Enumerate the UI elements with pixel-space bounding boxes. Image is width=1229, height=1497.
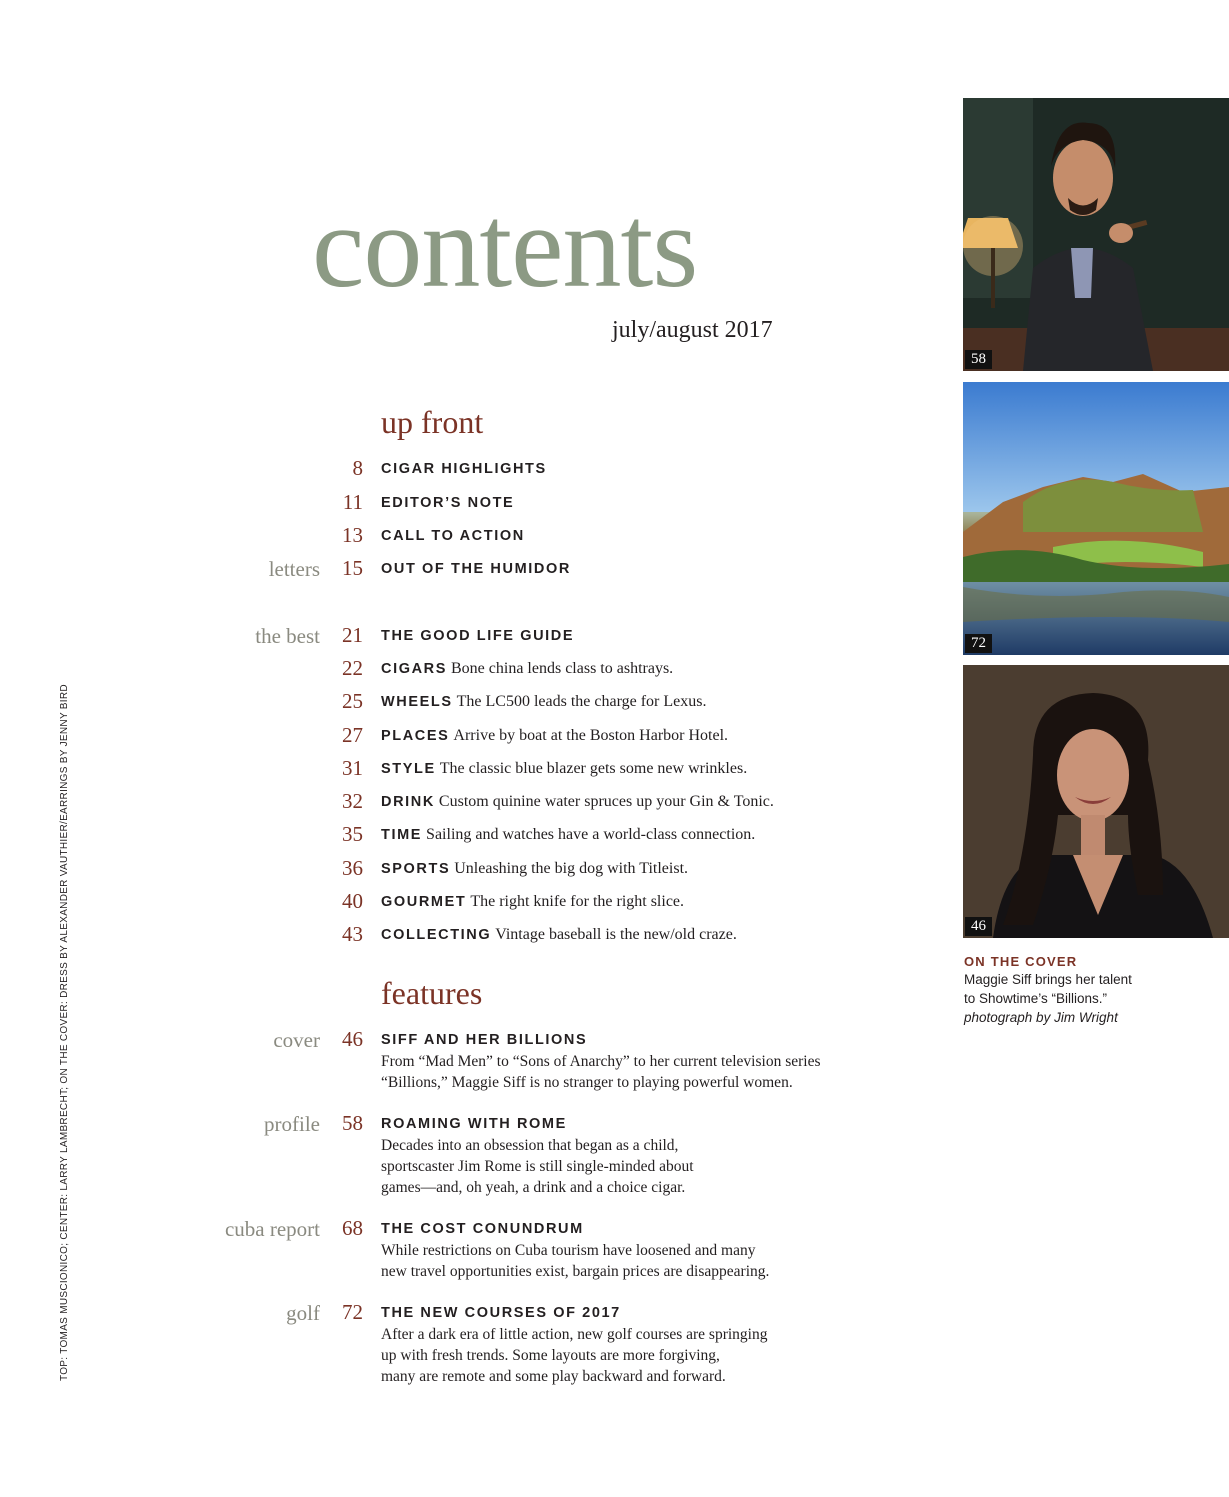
toc-page-number: 43: [342, 922, 363, 946]
toc-category: cover: [273, 1028, 320, 1052]
photo-maggie-siff[interactable]: [963, 665, 1229, 938]
toc-category: cuba report: [224, 1217, 320, 1241]
toc-row[interactable]: [0, 822, 900, 855]
toc-title: CIGAR HIGHLIGHTS: [381, 461, 547, 477]
toc-page-number: 22: [342, 656, 363, 680]
feature-entry[interactable]: [0, 1027, 900, 1100]
toc-row[interactable]: [0, 922, 900, 955]
feature-entry[interactable]: [0, 1216, 900, 1289]
toc-title: THE GOOD LIFE GUIDE: [381, 628, 575, 644]
section-heading-features: features: [381, 975, 483, 1011]
toc-page-number: 21: [342, 623, 363, 647]
toc-title: SPORTS: [381, 861, 451, 877]
toc-row[interactable]: [0, 556, 900, 589]
toc-description: The classic blue blazer gets some new wrinkles.: [439, 760, 748, 777]
photo-credit: TOP: TOMAS MUSCIONICO; CENTER: LARRY LAMBRECHT; ON THE COVER: DRESS BY ALEXANDER VAUTHIER/EARRINGS BY JENNY BIRD: [59, 684, 70, 1381]
toc-category: golf: [286, 1301, 320, 1325]
toc-title: EDITOR’S NOTE: [381, 495, 515, 511]
toc-row[interactable]: [0, 856, 900, 889]
toc-description: Vintage baseball is the new/old craze.: [495, 926, 737, 943]
toc-title: THE COST CONUNDRUM: [381, 1221, 584, 1237]
toc-description: Bone china lends class to ashtrays.: [451, 660, 674, 677]
cover-photo-credit: photograph by Jim Wright: [964, 1010, 1118, 1025]
toc-description: Arrive by boat at the Boston Harbor Hotel.: [453, 727, 729, 744]
photo-page-tag: 58: [965, 350, 992, 370]
toc-row[interactable]: [0, 490, 900, 523]
section-heading-up-front: up front: [381, 404, 484, 440]
toc-title: CALL TO ACTION: [381, 528, 525, 544]
man-with-cigar-illustration: [963, 98, 1229, 371]
toc-page-number: 35: [342, 822, 363, 846]
toc-title: CIGARS: [381, 661, 447, 677]
toc-title: COLLECTING: [381, 927, 492, 943]
toc-row[interactable]: [0, 889, 900, 922]
toc-page-number: 72: [342, 1300, 363, 1324]
feature-description: After a dark era of little action, new golf courses are springing up with fresh trends. Some layouts are more forgiving, many are remote and some play backward and forward.: [381, 1326, 768, 1385]
cover-caption-label: ON THE COVER: [964, 954, 1078, 969]
cover-caption-text: to Showtime’s “Billions.”: [964, 991, 1108, 1006]
toc-row[interactable]: [0, 789, 900, 822]
photo-golf-course[interactable]: [963, 382, 1229, 655]
toc-row[interactable]: [0, 523, 900, 556]
toc-page-number: 32: [342, 789, 363, 813]
toc-row[interactable]: [0, 656, 900, 689]
issue-date: july/august 2017: [612, 317, 773, 343]
toc-category: the best: [255, 624, 320, 648]
toc-description: The LC500 leads the charge for Lexus.: [456, 693, 707, 710]
toc-row[interactable]: [0, 456, 900, 489]
cover-caption: [964, 954, 1164, 1027]
toc-page-number: 68: [342, 1216, 363, 1240]
toc-page-number: 36: [342, 856, 363, 880]
toc-page-number: 13: [342, 523, 363, 547]
toc-page-number: 15: [342, 556, 363, 580]
toc-title: GOURMET: [381, 894, 467, 910]
toc-row[interactable]: [0, 723, 900, 756]
toc-description: The right knife for the right slice.: [470, 893, 685, 910]
feature-description: While restrictions on Cuba tourism have loosened and many new travel opportunities exist, bargain prices are disappearing.: [381, 1242, 770, 1280]
toc-page-number: 27: [342, 723, 363, 747]
toc-title: TIME: [381, 827, 423, 843]
woman-portrait-illustration: [963, 665, 1229, 938]
toc-title: OUT OF THE HUMIDOR: [381, 561, 571, 577]
toc-row[interactable]: [0, 623, 900, 656]
toc-category: profile: [264, 1112, 320, 1136]
toc-page-number: 25: [342, 689, 363, 713]
feature-entry[interactable]: [0, 1111, 900, 1204]
toc-title: SIFF AND HER BILLIONS: [381, 1032, 588, 1048]
toc-page-number: 31: [342, 756, 363, 780]
toc-description: Unleashing the big dog with Titleist.: [454, 860, 689, 877]
toc-title: THE NEW COURSES OF 2017: [381, 1305, 621, 1321]
golf-course-illustration: [963, 382, 1229, 655]
page-title: contents: [312, 181, 698, 312]
toc-title: ROAMING WITH ROME: [381, 1116, 567, 1132]
toc-title: PLACES: [381, 728, 450, 744]
photo-page-tag: 72: [965, 634, 992, 654]
toc-description: Sailing and watches have a world-class connection.: [426, 826, 756, 843]
toc-category: letters: [268, 557, 320, 581]
toc-page-number: 58: [342, 1111, 363, 1135]
cover-caption-text: Maggie Siff brings her talent: [964, 972, 1132, 987]
toc-row[interactable]: [0, 756, 900, 789]
toc-row[interactable]: [0, 689, 900, 722]
photo-page-tag: 46: [965, 917, 992, 937]
toc-title: WHEELS: [381, 694, 453, 710]
feature-description: From “Mad Men” to “Sons of Anarchy” to her current television series “Billions,” Maggie Siff is no stranger to playing powerful women.: [381, 1053, 821, 1091]
photo-jim-rome[interactable]: [963, 98, 1229, 371]
toc-description: Custom quinine water spruces up your Gin & Tonic.: [438, 793, 774, 810]
toc-page-number: 46: [342, 1027, 363, 1051]
toc-title: DRINK: [381, 794, 435, 810]
feature-entry[interactable]: [0, 1300, 900, 1393]
toc-page-number: 11: [342, 490, 363, 514]
toc-page-number: 8: [352, 456, 363, 480]
toc-page-number: 40: [342, 889, 363, 913]
toc-title: STYLE: [381, 761, 436, 777]
feature-description: Decades into an obsession that began as a child, sportscaster Jim Rome is still single-minded about games—and, oh yeah, a drink and a choice cigar.: [381, 1137, 694, 1196]
